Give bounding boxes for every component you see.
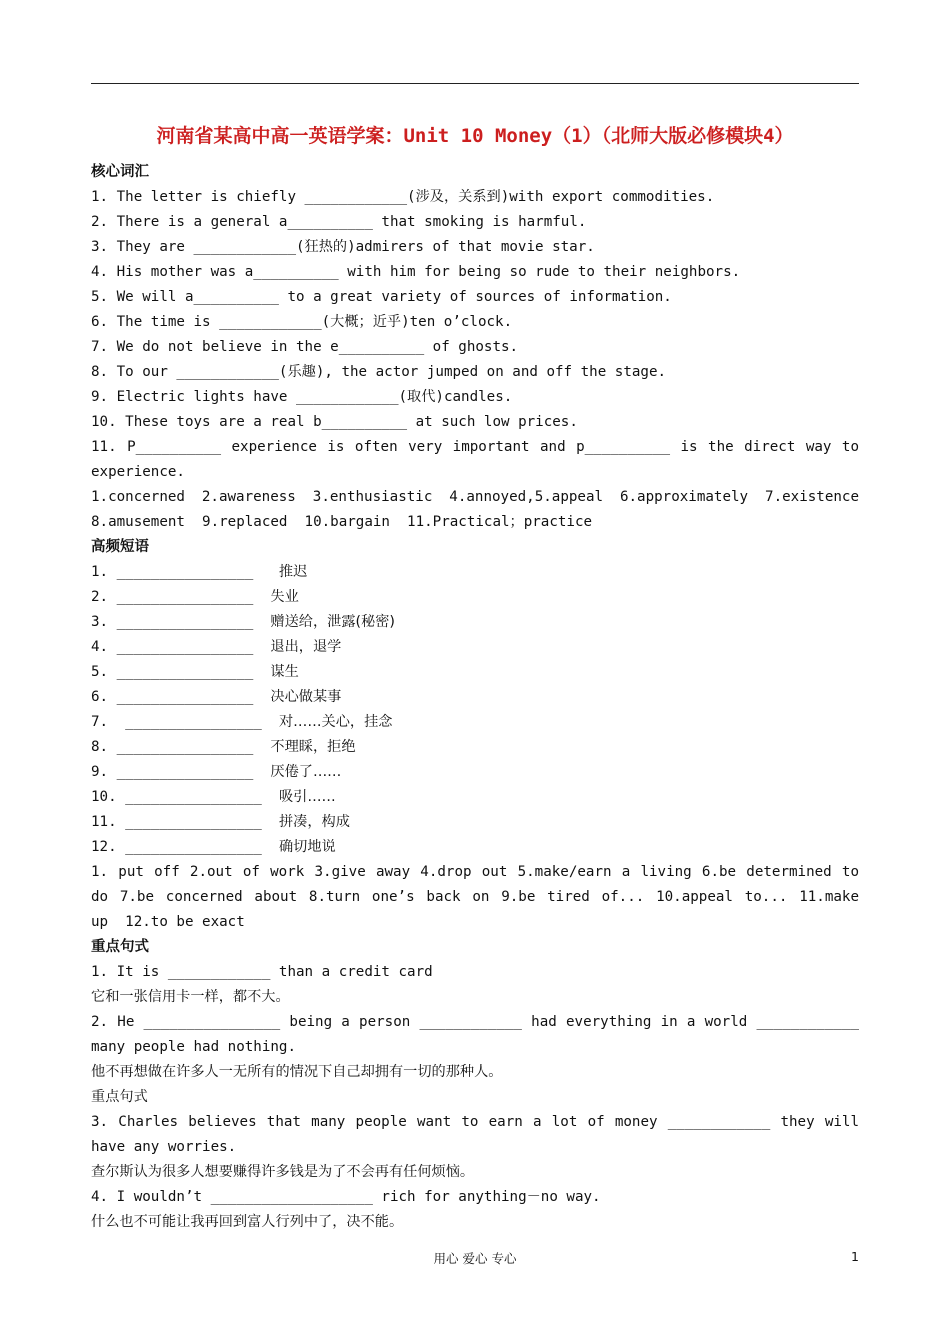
- phrase-item: 2. ________________ 失业: [91, 589, 299, 605]
- exercise-line: 10. These toys are a real b__________ at such low prices.: [91, 414, 578, 430]
- sentence-line: 1. It is ____________ than a credit card: [91, 964, 433, 980]
- page-number: 1: [851, 1249, 859, 1264]
- header-rule: [91, 83, 859, 84]
- answer-line: 1.concerned 2.awareness 3.enthusiastic 4.annoyed,5.appeal 6.approximately 7.existence: [91, 489, 859, 505]
- sentence-line: many people had nothing.: [91, 1039, 296, 1055]
- sentence-line: have any worries.: [91, 1139, 237, 1155]
- exercise-line: 6. The time is ____________(大概；近乎)ten o’clock.: [91, 314, 513, 330]
- phrase-item: 7. ________________ 对……关心，挂念: [91, 714, 393, 730]
- phrase-item: 5. ________________ 谋生: [91, 664, 299, 680]
- answer-line: do 7.be concerned about 8.turn one’s back on 9.be tired of... 10.appeal to... 11.make: [91, 889, 859, 905]
- section-heading-phrases: 高频短语: [91, 539, 149, 555]
- sentence-line: 4. I wouldn’t ___________________ rich for anything－no way.: [91, 1189, 601, 1205]
- answer-line: 8.amusement 9.replaced 10.bargain 11.Practical；practice: [91, 514, 593, 530]
- sentence-line: 3. Charles believes that many people want to earn a lot of money ____________ they will: [91, 1114, 859, 1130]
- translation-line: 什么也不可能让我再回到富人行列中了，决不能。: [91, 1214, 404, 1230]
- phrase-item: 3. ________________ 赠送给，泄露(秘密): [91, 614, 395, 630]
- phrase-item: 6. ________________ 决心做某事: [91, 689, 342, 705]
- exercise-line: 3. They are ____________(狂热的)admirers of that movie star.: [91, 239, 595, 255]
- phrase-item: 4. ________________ 退出，退学: [91, 639, 342, 655]
- page-title: 河南省某高中高一英语学案：Unit 10 Money（1）（北师大版必修模块4）: [156, 125, 794, 147]
- answer-line: 1. put off 2.out of work 3.give away 4.drop out 5.make/earn a living 6.be determined to: [91, 864, 859, 880]
- exercise-line: 8. To our ____________(乐趣), the actor jumped on and off the stage.: [91, 364, 667, 380]
- exercise-line: 4. His mother was a__________ with him for being so rude to their neighbors.: [91, 264, 741, 280]
- phrase-item: 10. ________________ 吸引……: [91, 789, 336, 805]
- exercise-line: 7. We do not believe in the e__________ of ghosts.: [91, 339, 519, 355]
- phrase-item: 1. ________________ 推迟: [91, 564, 308, 580]
- exercise-line: experience.: [91, 464, 185, 480]
- phrase-item: 12. ________________ 确切地说: [91, 839, 336, 855]
- exercise-line: 11. P__________ experience is often very important and p__________ is the direct way to: [91, 439, 859, 455]
- exercise-line: 2. There is a general a__________ that smoking is harmful.: [91, 214, 587, 230]
- phrase-item: 9. ________________ 厌倦了……: [91, 764, 342, 780]
- section-subheading: 重点句式: [91, 1089, 148, 1105]
- section-heading-vocabulary: 核心词汇: [91, 164, 149, 180]
- section-heading-sentences: 重点句式: [91, 939, 149, 955]
- exercise-line: 9. Electric lights have ____________(取代)candles.: [91, 389, 513, 405]
- translation-line: 他不再想做在许多人一无所有的情况下自己却拥有一切的那种人。: [91, 1064, 503, 1080]
- translation-line: 查尔斯认为很多人想要赚得许多钱是为了不会再有任何烦恼。: [91, 1164, 475, 1180]
- phrase-item: 8. ________________ 不理睬，拒绝: [91, 739, 356, 755]
- sentence-line: 2. He ________________ being a person ____________ had everything in a world ____________: [91, 1014, 859, 1030]
- page-footer: [0, 1249, 950, 1269]
- document-body: [91, 160, 859, 1235]
- exercise-line: 1. The letter is chiefly ____________(涉及，关系到)with export commodities.: [91, 189, 715, 205]
- exercise-line: 5. We will a__________ to a great variety of sources of information.: [91, 289, 672, 305]
- footer-motto: 用心 爱心 专心: [433, 1251, 517, 1266]
- answer-line: up 12.to be exact: [91, 914, 245, 930]
- phrase-item: 11. ________________ 拼凑，构成: [91, 814, 350, 830]
- translation-line: 它和一张信用卡一样，都不大。: [91, 989, 290, 1005]
